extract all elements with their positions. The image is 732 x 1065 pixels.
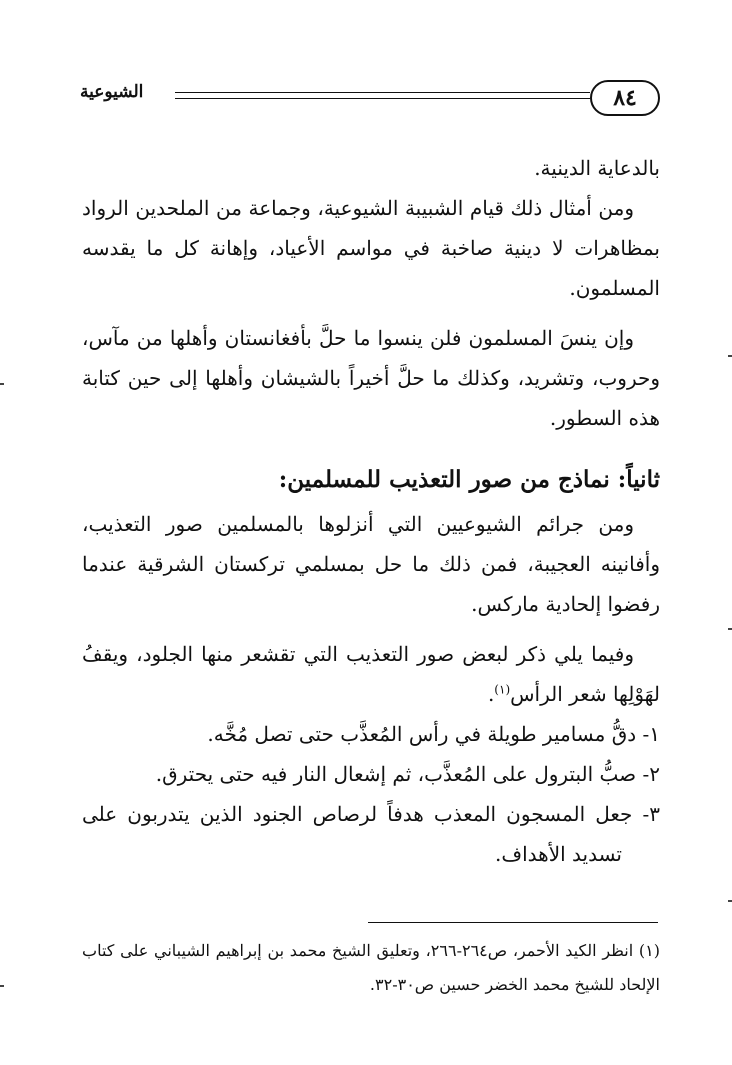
footnote: [82, 934, 660, 1002]
paragraph-1: بالدعاية الدينية.: [534, 156, 660, 180]
list-item-2: ٢- صبُّ البترول على المُعذَّب، ثم إشعال النار فيه حتى يحترق.: [155, 762, 660, 786]
header-rule: [175, 92, 590, 99]
footnote-rule: [368, 922, 658, 923]
page-header: [80, 80, 660, 124]
list-item-1: ١- دقُّ مسامير طويلة في رأس المُعذَّب حتى تصل مُخَّه.: [207, 722, 660, 746]
edge-mark: [0, 985, 4, 987]
page-body: [82, 148, 660, 874]
footnote-text: (١) انظر الكيد الأحمر، ص٢٦٤-٢٦٦، وتعليق الشيخ محمد بن إبراهيم الشيباني على كتاب الإلحاد للشيخ محمد الخضر حسين ص٣٠-٣٢.: [82, 941, 660, 994]
page-number-text: ٨٤: [613, 85, 637, 111]
paragraph-3: وإن ينسَ المسلمون فلن ينسوا ما حلَّ بأفغانستان وأهلها من مآس، وحروب، وتشريد، وكذلك ما حلَّ أخيراً بالشيشان وأهلها إلى حين كتابة هذه السطور.: [82, 326, 660, 430]
running-title: الشيوعية: [80, 82, 144, 102]
list-item-3: ٣- جعل المسجون المعذب هدفاً لرصاص الجنود الذين يتدربون على تسديد الأهداف.: [82, 802, 660, 866]
section-paragraph-2-end: .: [487, 682, 495, 706]
section-paragraph-2-text: وفيما يلي ذكر لبعض صور التعذيب التي تقشعر منها الجلود، ويقفُ لهَوْلِها شعر الرأس: [82, 642, 660, 706]
section-paragraph-2: [82, 634, 660, 714]
section-heading: ثانياً: نماذج من صور التعذيب للمسلمين:: [278, 466, 660, 493]
paragraph-2: ومن أمثال ذلك قيام الشبيبة الشيوعية، وجماعة من الملحدين الرواد بمظاهرات لا دينية صاخبة في مواسم الأعياد، وإهانة كل ما يقدسه المسلمون.: [82, 196, 660, 300]
edge-mark: [728, 355, 732, 357]
section-paragraph-1: ومن جرائم الشيوعيين التي أنزلوها بالمسلمين صور التعذيب، وأفانينه العجيبة، فمن ذلك ما حل بمسلمي تركستان الشرقية عندما رفضوا إلحادية ماركس.: [82, 512, 660, 616]
page-number: [590, 80, 660, 116]
footnote-reference: (١): [494, 682, 511, 697]
edge-mark: [0, 383, 4, 385]
edge-mark: [728, 628, 732, 630]
edge-mark: [728, 900, 732, 902]
